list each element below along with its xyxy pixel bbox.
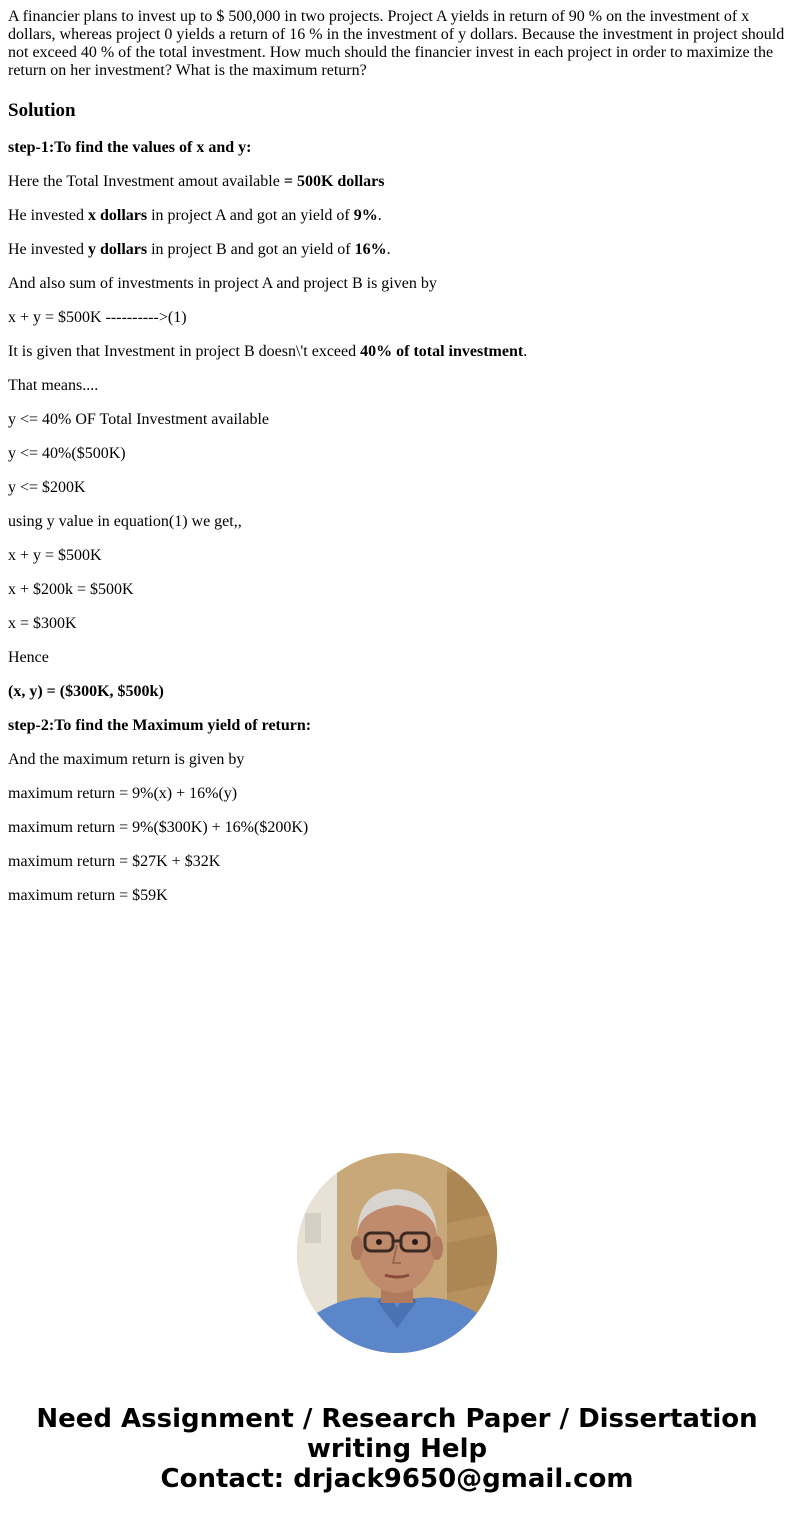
step2-line: maximum return = $27K + $32K — [8, 853, 221, 870]
promo-contact: Contact: drjack9650@gmail.com — [160, 1464, 634, 1494]
step1-line: It is given that Investment in project B doesn\'t exceed 40% of total investment. — [8, 343, 528, 360]
step1-line: y <= 40% OF Total Investment available — [8, 411, 270, 428]
step1-line: using y value in equation(1) we get,, — [8, 513, 242, 530]
promo-line: writing Help — [306, 1434, 488, 1464]
step1-line: x = $300K — [8, 615, 77, 632]
promo-line: Need Assignment / Research Paper / Dissertation — [36, 1404, 758, 1434]
question-text: A financier plans to invest up to $ 500,000 in two projects. Project A yields in return of 90 % on the investment of x dollars, whereas project 0 yields a return of 16 % in the investment of y dollars. Because the investment in project should not exceed 40 % of the total investment. How much should the financier invest in each project in order to maximize the return on her investment? What is the maximum return? — [8, 8, 785, 79]
step1-result: (x, y) = ($300K, $500k) — [8, 683, 164, 700]
step1-line: Hence — [8, 649, 49, 666]
document-body — [8, 8, 788, 905]
step1-line: y <= 40%($500K) — [8, 445, 126, 462]
step1-line: And also sum of investments in project A and project B is given by — [8, 275, 437, 292]
step2-line: And the maximum return is given by — [8, 751, 245, 768]
step1-line: y <= $200K — [8, 479, 86, 496]
author-photo — [297, 1153, 497, 1353]
solution-heading: Solution — [8, 100, 76, 121]
step1-line: He invested y dollars in project B and got an yield of 16%. — [8, 241, 391, 258]
equation-1: x + y = $500K ---------->(1) — [8, 309, 187, 326]
step2-title: step-2:To find the Maximum yield of return: — [8, 717, 312, 734]
step1-line: x + y = $500K — [8, 547, 102, 564]
solution-steps — [8, 139, 788, 905]
step1-title: step-1:To find the values of x and y: — [8, 139, 252, 156]
step2-line: maximum return = 9%(x) + 16%(y) — [8, 785, 238, 802]
promo-banner — [0, 1404, 794, 1494]
step1-line: x + $200k = $500K — [8, 581, 134, 598]
step2-result: maximum return = $59K — [8, 887, 168, 904]
step1-line: Here the Total Investment amout available = 500K dollars — [8, 173, 385, 190]
step1-line: He invested x dollars in project A and got an yield of 9%. — [8, 207, 382, 224]
step1-line: That means.... — [8, 377, 99, 394]
step2-line: maximum return = 9%($300K) + 16%($200K) — [8, 819, 309, 836]
